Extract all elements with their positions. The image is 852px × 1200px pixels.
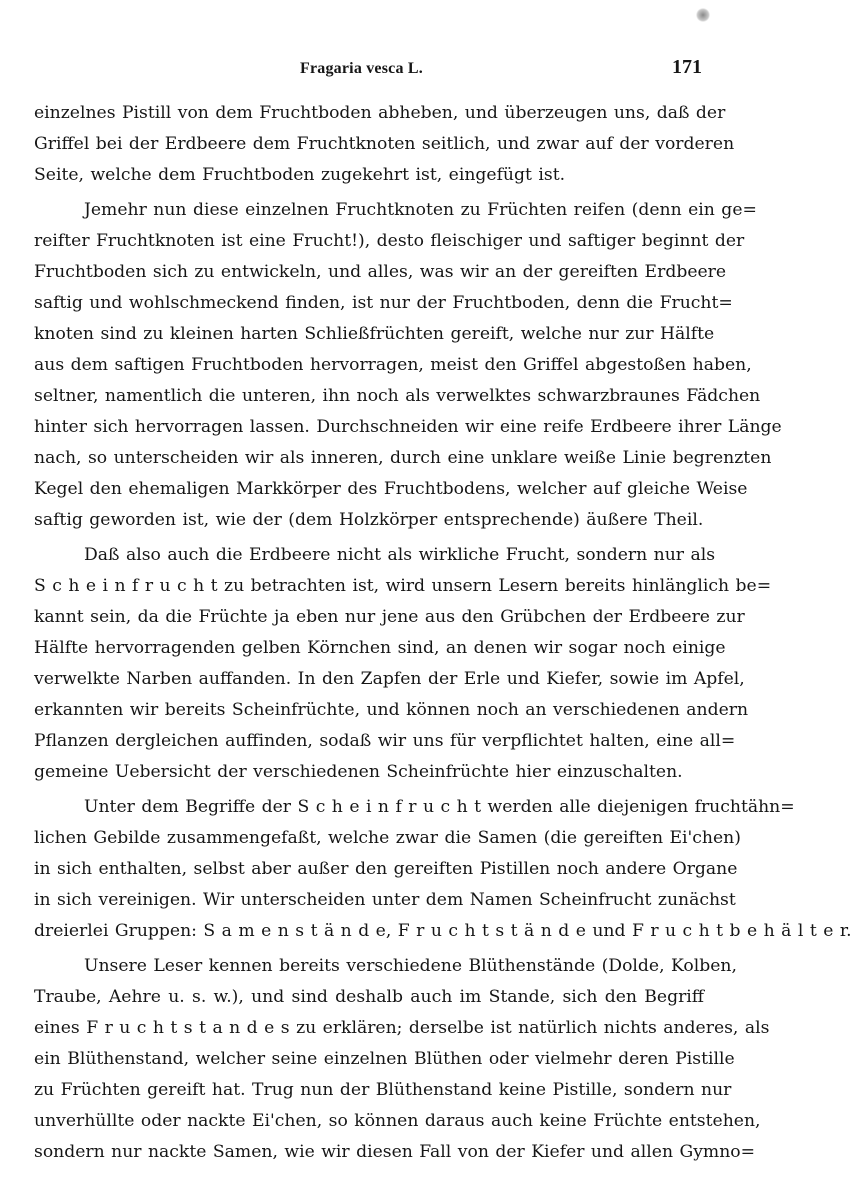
text-line: Fruchtboden sich zu entwickeln, und alles, was wir an der gereiften Erdbeere	[34, 262, 727, 282]
text-line: Griffel bei der Erdbeere dem Fruchtknoten seitlich, und zwar auf der vorderen	[34, 134, 735, 154]
text-line: gemeine Uebersicht der verschiedenen Scheinfrüchte hier einzuschalten.	[34, 762, 683, 782]
text-line: reifter Fruchtknoten ist eine Frucht!), desto fleischiger und saftiger beginnt der	[34, 231, 745, 251]
text-line: S c h e i n f r u c h t zu betrachten ist, wird unsern Lesern bereits hinlänglich be=	[34, 576, 772, 596]
text-line: Kegel den ehemaligen Markkörper des Fruchtbodens, welcher auf gleiche Weise	[34, 479, 748, 499]
text-line: eines F r u c h t s t a n d e s zu erklären; derselbe ist natürlich nichts anderes, als	[34, 1018, 770, 1038]
ink-spot	[696, 8, 710, 22]
text-line: unverhüllte oder nackte Ei'chen, so können daraus auch keine Früchte entstehen,	[34, 1111, 761, 1131]
text-line: nach, so unterscheiden wir als inneren, durch eine unklare weiße Linie begrenzten	[34, 448, 772, 468]
text-line: erkannten wir bereits Scheinfrüchte, und können noch an verschiedenen andern	[34, 700, 749, 720]
text-line: saftig geworden ist, wie der (dem Holzkörper entsprechende) äußere Theil.	[34, 510, 704, 530]
text-line: Unter dem Begriffe der S c h e i n f r u c h t werden alle diejenigen fruchtähn=	[84, 797, 795, 817]
paragraph	[34, 792, 852, 947]
text-line: einzelnes Pistill von dem Fruchtboden abheben, und überzeugen uns, daß der	[34, 103, 726, 123]
body-text	[34, 98, 852, 1168]
text-line: hinter sich hervorragen lassen. Durchschneiden wir eine reife Erdbeere ihrer Länge	[34, 417, 782, 437]
page-header	[0, 56, 732, 86]
paragraph	[34, 951, 770, 1168]
text-line: sondern nur nackte Samen, wie wir diesen Fall von der Kiefer und allen Gymno=	[34, 1142, 756, 1162]
text-line: in sich vereinigen. Wir unterscheiden unter dem Namen Scheinfrucht zunächst	[34, 890, 736, 910]
text-line: saftig und wohlschmeckend finden, ist nur der Fruchtboden, denn die Frucht=	[34, 293, 733, 313]
running-title: Fragaria vesca L.	[300, 60, 423, 77]
paragraph	[34, 98, 735, 191]
text-line: Pflanzen dergleichen auffinden, sodaß wir uns für verpflichtet halten, eine all=	[34, 731, 736, 751]
text-line: in sich enthalten, selbst aber außer den gereiften Pistillen noch andere Organe	[34, 859, 738, 879]
text-line: verwelkte Narben auffanden. In den Zapfen der Erle und Kiefer, sowie im Apfel,	[34, 669, 745, 689]
paragraph	[34, 540, 772, 788]
text-line: seltner, namentlich die unteren, ihn noch als verwelktes schwarzbraunes Fädchen	[34, 386, 761, 406]
text-line: Hälfte hervorragenden gelben Körnchen sind, an denen wir sogar noch einige	[34, 638, 726, 658]
text-line: Seite, welche dem Fruchtboden zugekehrt ist, eingefügt ist.	[34, 165, 566, 185]
text-line: Traube, Aehre u. s. w.), und sind deshalb auch im Stande, sich den Begriff	[34, 987, 704, 1007]
page-number: 171	[672, 56, 702, 78]
paragraph	[34, 195, 782, 536]
text-line: aus dem saftigen Fruchtboden hervorragen, meist den Griffel abgestoßen haben,	[34, 355, 752, 375]
text-line: ein Blüthenstand, welcher seine einzelnen Blüthen oder vielmehr deren Pistille	[34, 1049, 735, 1069]
text-line: Daß also auch die Erdbeere nicht als wirkliche Frucht, sondern nur als	[84, 545, 716, 565]
text-line: lichen Gebilde zusammengefaßt, welche zwar die Samen (die gereiften Ei'chen)	[34, 828, 741, 848]
text-line: dreierlei Gruppen: S a m e n s t ä n d e, F r u c h t s t ä n d e und F r u c h t b e h ä l t e r.	[34, 921, 852, 941]
text-line: kannt sein, da die Früchte ja eben nur jene aus den Grübchen der Erdbeere zur	[34, 607, 745, 627]
text-line: Jemehr nun diese einzelnen Fruchtknoten zu Früchten reifen (denn ein ge=	[84, 200, 757, 220]
text-line: knoten sind zu kleinen harten Schließfrüchten gereift, welche nur zur Hälfte	[34, 324, 715, 344]
text-line: Unsere Leser kennen bereits verschiedene Blüthenstände (Dolde, Kolben,	[84, 956, 737, 976]
text-line: zu Früchten gereift hat. Trug nun der Blüthenstand keine Pistille, sondern nur	[34, 1080, 732, 1100]
